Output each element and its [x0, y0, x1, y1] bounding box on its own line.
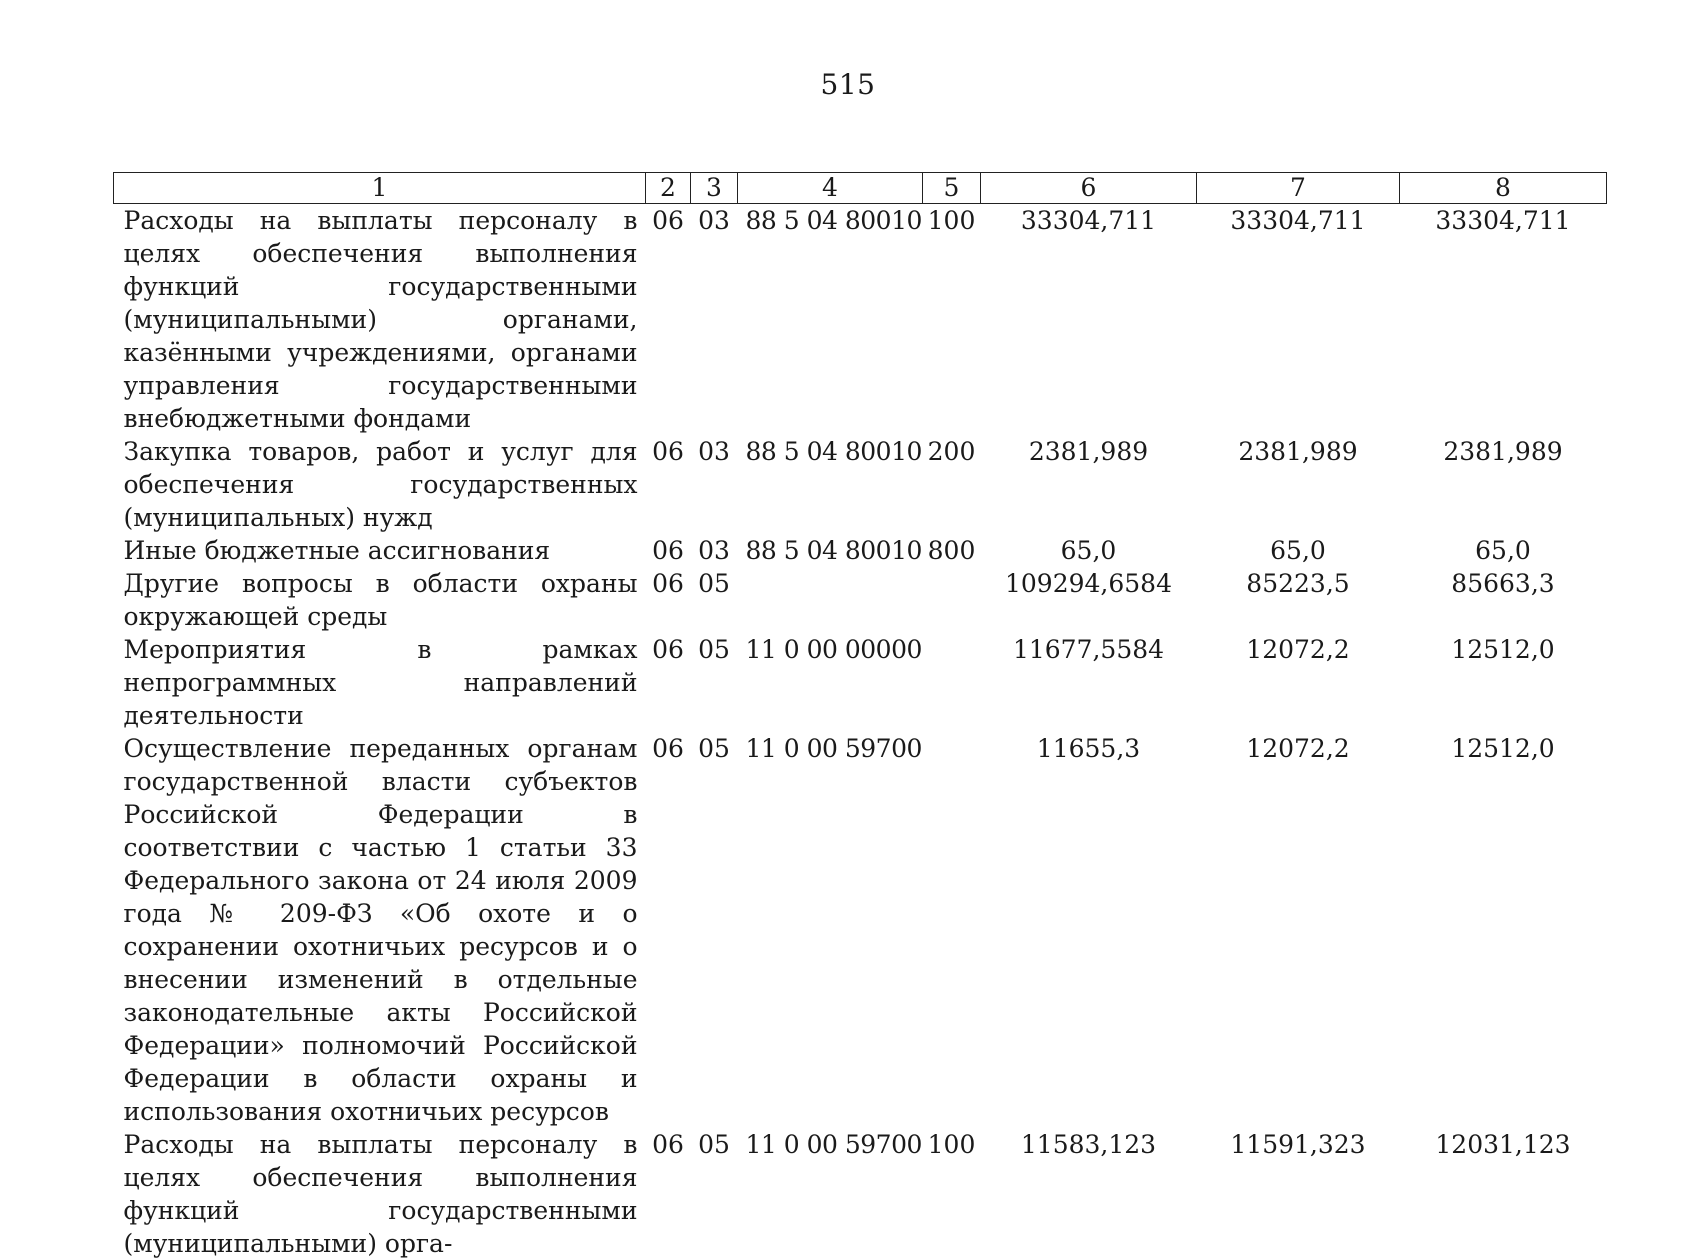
- row-value-8: 12512,0: [1400, 732, 1607, 1128]
- table-row: [114, 567, 1607, 633]
- row-value-7: 33304,711: [1197, 204, 1400, 436]
- row-value-7: 12072,2: [1197, 732, 1400, 1128]
- table-header: [114, 173, 1607, 204]
- row-section: 06: [646, 204, 691, 436]
- table-row: [114, 204, 1607, 436]
- row-subsection: 05: [691, 633, 738, 732]
- row-expense-type: [923, 633, 981, 732]
- header-col-5: 5: [923, 173, 981, 204]
- row-value-8: 12031,123: [1400, 1128, 1607, 1260]
- row-value-8: 85663,3: [1400, 567, 1607, 633]
- budget-table: [113, 172, 1607, 1260]
- row-subsection: 03: [691, 435, 738, 534]
- row-target-code: 88 5 04 80010: [738, 534, 923, 567]
- row-target-code: 88 5 04 80010: [738, 435, 923, 534]
- row-target-code: 11 0 00 59700: [738, 732, 923, 1128]
- row-name: Расходы на выплаты персоналу в целях обеспечения выполнения функций государственными (муниципальными) органами, казёнными учреждениями, органами управления государственными внебюджетными фондами: [114, 204, 646, 436]
- budget-table-container: [113, 172, 1606, 1260]
- header-col-3: 3: [691, 173, 738, 204]
- row-name: Осуществление переданных органам государственной власти субъектов Российской Федерации в соответствии с частью 1 статьи 33 Федерального закона от 24 июля 2009 года № 209-ФЗ «Об охоте и о сохранении охотничьих ресурсов и о внесении изменений в отдельные законодательные акты Российской Федерации» полномочий Российской Федерации в области охраны и использования охотничьих ресурсов: [114, 732, 646, 1128]
- row-value-8: 2381,989: [1400, 435, 1607, 534]
- table-row: [114, 633, 1607, 732]
- row-value-7: 85223,5: [1197, 567, 1400, 633]
- header-col-8: 8: [1400, 173, 1607, 204]
- row-expense-type: 800: [923, 534, 981, 567]
- row-value-6: 109294,6584: [981, 567, 1197, 633]
- row-subsection: 05: [691, 1128, 738, 1260]
- row-value-6: 2381,989: [981, 435, 1197, 534]
- row-subsection: 05: [691, 732, 738, 1128]
- header-col-6: 6: [981, 173, 1197, 204]
- page-number: 515: [0, 68, 1696, 101]
- header-col-4: 4: [738, 173, 923, 204]
- row-expense-type: 100: [923, 1128, 981, 1260]
- row-expense-type: [923, 732, 981, 1128]
- row-value-7: 11591,323: [1197, 1128, 1400, 1260]
- row-subsection: 03: [691, 204, 738, 436]
- row-section: 06: [646, 534, 691, 567]
- header-row: [114, 173, 1607, 204]
- row-value-6: 33304,711: [981, 204, 1197, 436]
- row-section: 06: [646, 1128, 691, 1260]
- row-name: Расходы на выплаты персоналу в целях обеспечения выполнения функций государственными (муниципальными) орга-: [114, 1128, 646, 1260]
- row-value-6: 11677,5584: [981, 633, 1197, 732]
- row-value-7: 65,0: [1197, 534, 1400, 567]
- row-expense-type: [923, 567, 981, 633]
- table-row: [114, 732, 1607, 1128]
- row-name: Иные бюджетные ассигнования: [114, 534, 646, 567]
- row-value-8: 12512,0: [1400, 633, 1607, 732]
- row-value-8: 33304,711: [1400, 204, 1607, 436]
- row-target-code: 88 5 04 80010: [738, 204, 923, 436]
- row-value-8: 65,0: [1400, 534, 1607, 567]
- table-row: [114, 435, 1607, 534]
- row-target-code: 11 0 00 59700: [738, 1128, 923, 1260]
- row-value-6: 11583,123: [981, 1128, 1197, 1260]
- row-section: 06: [646, 435, 691, 534]
- row-value-6: 65,0: [981, 534, 1197, 567]
- row-name: Другие вопросы в области охраны окружающей среды: [114, 567, 646, 633]
- row-expense-type: 200: [923, 435, 981, 534]
- table-body: [114, 204, 1607, 1260]
- row-value-7: 12072,2: [1197, 633, 1400, 732]
- header-col-2: 2: [646, 173, 691, 204]
- row-name: Мероприятия в рамках непрограммных направлений деятельности: [114, 633, 646, 732]
- row-name: Закупка товаров, работ и услуг для обеспечения государственных (муниципальных) нужд: [114, 435, 646, 534]
- table-row: [114, 1128, 1607, 1260]
- row-value-6: 11655,3: [981, 732, 1197, 1128]
- row-subsection: 05: [691, 567, 738, 633]
- row-subsection: 03: [691, 534, 738, 567]
- row-section: 06: [646, 732, 691, 1128]
- header-col-1: 1: [114, 173, 646, 204]
- row-target-code: 11 0 00 00000: [738, 633, 923, 732]
- row-value-7: 2381,989: [1197, 435, 1400, 534]
- row-target-code: [738, 567, 923, 633]
- row-section: 06: [646, 633, 691, 732]
- row-expense-type: 100: [923, 204, 981, 436]
- header-col-7: 7: [1197, 173, 1400, 204]
- table-row: [114, 534, 1607, 567]
- row-section: 06: [646, 567, 691, 633]
